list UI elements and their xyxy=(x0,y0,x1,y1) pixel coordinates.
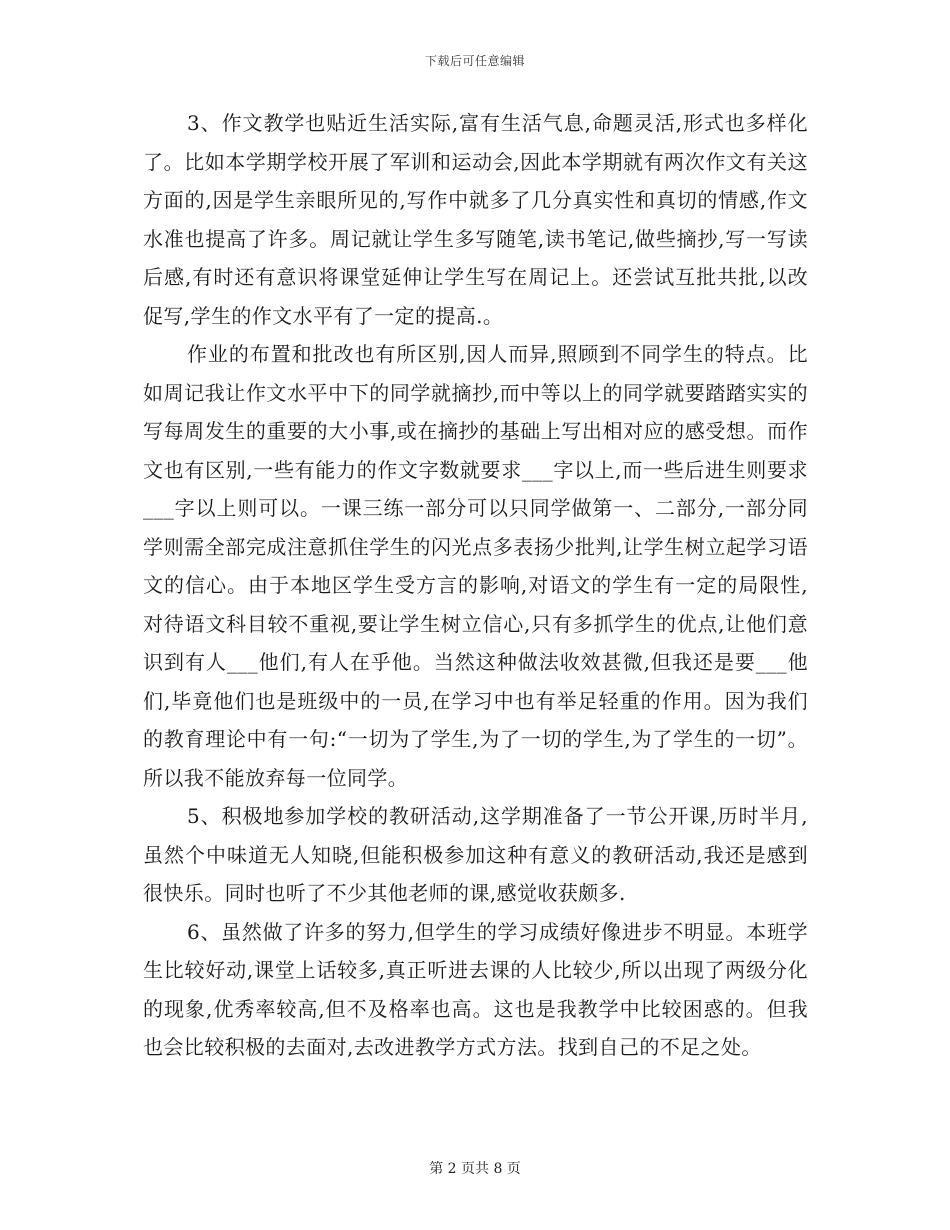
document-body xyxy=(143,104,808,1067)
paragraph-shortcomings: 6、虽然做了许多的努力,但学生的学习成绩好像进步不明显。本班学生比较好动,课堂上话较多,真正听进去课的人比较少,所以出现了两级分化的现象,优秀率较高,但不及格率也高。这也是我教学中比较困惑的。但我也会比较积极的去面对,去改进教学方式方法。找到自己的不足之处。 xyxy=(143,919,808,1059)
page-number-footer: 第 2 页共 8 页 xyxy=(429,1161,521,1177)
paragraph-composition-teaching: 3、作文教学也贴近生活实际,富有生活气息,命题灵活,形式也多样化了。比如本学期学校开展了军训和运动会,因此本学期就有两次作文有关这方面的,因是学生亲眼所见的,写作中就多了几分真实性和真切的情感,作文水准也提高了许多。周记就让学生多写随笔,读书笔记,做些摘抄,写一写读后感,有时还有意识将课堂延伸让学生写在周记上。还尝试互批共批,以改促写,学生的作文水平有了一定的提高.。 xyxy=(143,111,808,328)
paragraph-teaching-research: 5、积极地参加学校的教研活动,这学期准备了一节公开课,历时半月,虽然个中味道无人知晓,但能积极参加这种有意义的教研活动,我还是感到很快乐。同时也听了不少其他老师的课,感觉收获颇多. xyxy=(143,804,808,905)
paragraph-homework-assignment: 作业的布置和批改也有所区别,因人而异,照顾到不同学生的特点。比如周记我让作文水平中下的同学就摘抄,而中等以上的同学就要踏踏实实的写每周发生的重要的大小事,或在摘抄的基础上写出相对应的感受想。而作文也有区别,一些有能力的作文字数就要求___字以上,而一些后进生则要求___字以上则可以。一课三练一部分可以只同学做第一、二部分,一部分同学则需全部完成注意抓住学生的闪光点多表扬少批判,让学生树立起学习语文的信心。由于本地区学生受方言的影响,对语文的学生有一定的局限性,对待语文科目较不重视,要让学生树立信心,只有多抓学生的优点,让他们意识到有人___他们,有人在乎他。当然这种做法收效甚微,但我还是要___他们,毕竟他们也是班级中的一员,在学习中也有举足轻重的作用。因为我们的教育理论中有一句:“一切为了学生,为了一切的学生,为了学生的一切”。所以我不能放弃每一位同学。 xyxy=(143,342,808,790)
page-header: 下载后可任意编辑 xyxy=(424,54,525,68)
